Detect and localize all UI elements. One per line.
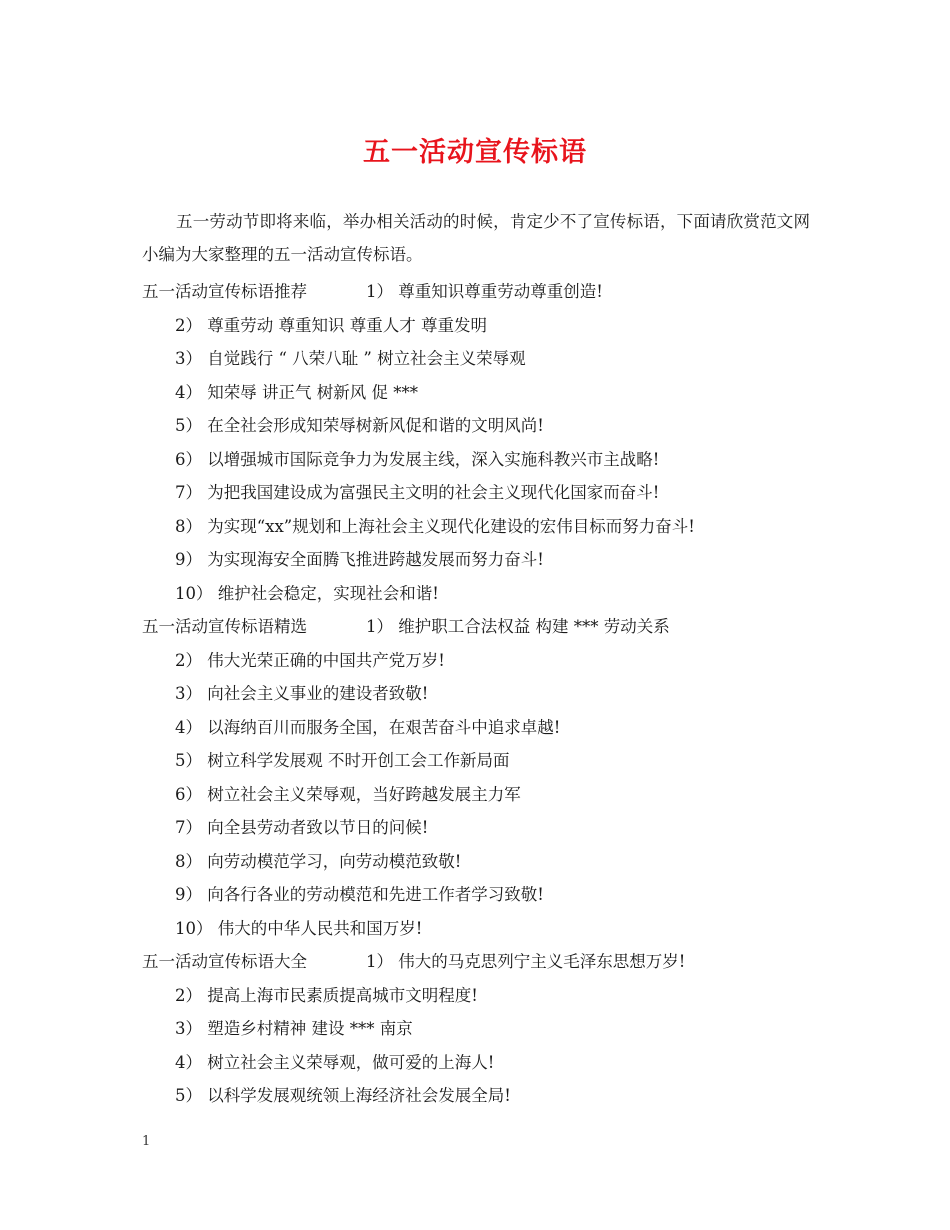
slogan-item: 8） 为实现“xx”规划和上海社会主义现代化建设的宏伟目标而努力奋斗!	[175, 516, 695, 536]
slogan-item: 8） 向劳动模范学习，向劳动模范致敬!	[175, 851, 462, 871]
slogan-item: 4） 以海纳百川而服务全国，在艰苦奋斗中追求卓越!	[175, 717, 561, 737]
slogan-item: 4） 知荣辱 讲正气 树新风 促 ***	[175, 382, 418, 402]
slogan-item: 4） 树立社会主义荣辱观，做可爱的上海人!	[175, 1052, 495, 1072]
slogan-item: 7） 为把我国建设成为富强民主文明的社会主义现代化国家而奋斗!	[175, 483, 660, 502]
slogan-item: 9） 为实现海安全面腾飞推进跨越发展而努力奋斗!	[175, 550, 544, 569]
slogan-item: 2） 伟大光荣正确的中国共产党万岁!	[175, 650, 445, 670]
slogan-item: 5） 在全社会形成知荣辱树新风促和谐的文明风尚!	[175, 416, 544, 435]
slogan-item: 10） 伟大的中华人民共和国万岁!	[175, 918, 423, 938]
section-heading: 五一活动宣传标语精选	[142, 617, 307, 636]
section-heading: 五一活动宣传标语大全	[142, 952, 307, 971]
slogan-item: 2） 尊重劳动 尊重知识 尊重人才 尊重发明	[175, 315, 487, 335]
slogan-item: 7） 向全县劳动者致以节日的问候!	[175, 818, 429, 837]
slogan-item: 1） 维护职工合法权益 构建 *** 劳动关系	[366, 617, 670, 636]
slogan-item: 3） 自觉践行 “ 八荣八耻 ” 树立社会主义荣辱观	[175, 349, 526, 368]
slogan-item: 5） 以科学发展观统领上海经济社会发展全局!	[175, 1086, 511, 1105]
slogan-item: 3） 塑造乡村精神 建设 *** 南京	[175, 1019, 413, 1038]
slogan-item: 5） 树立科学发展观 不时开创工会工作新局面	[175, 751, 510, 770]
slogan-item: 2） 提高上海市民素质提高城市文明程度!	[175, 985, 478, 1005]
slogan-item: 3） 向社会主义事业的建设者致敬!	[175, 684, 429, 703]
slogan-item: 1） 伟大的马克思列宁主义毛泽东思想万岁!	[366, 952, 686, 971]
intro-paragraph: 五一劳动节即将来临，举办相关活动的时候，肯定少不了宣传标语，下面请欣赏范文网小编为大家整理的五一活动宣传标语。	[142, 212, 810, 264]
page-number: 1	[142, 1134, 151, 1149]
slogan-item: 1） 尊重知识尊重劳动尊重创造!	[366, 282, 603, 301]
section-heading: 五一活动宣传标语推荐	[142, 282, 307, 301]
section-heading-line	[142, 617, 670, 637]
section-heading-line	[142, 952, 685, 972]
slogan-item: 6） 以增强城市国际竞争力为发展主线，深入实施科教兴市主战略!	[175, 449, 660, 469]
document-title: 五一活动宣传标语	[363, 137, 587, 168]
slogan-item: 10） 维护社会稳定，实现社会和谐!	[175, 583, 439, 603]
slogan-item: 6） 树立社会主义荣辱观，当好跨越发展主力军	[175, 784, 521, 804]
section-heading-line	[142, 282, 603, 302]
slogan-item: 9） 向各行各业的劳动模范和先进工作者学习致敬!	[175, 885, 544, 904]
